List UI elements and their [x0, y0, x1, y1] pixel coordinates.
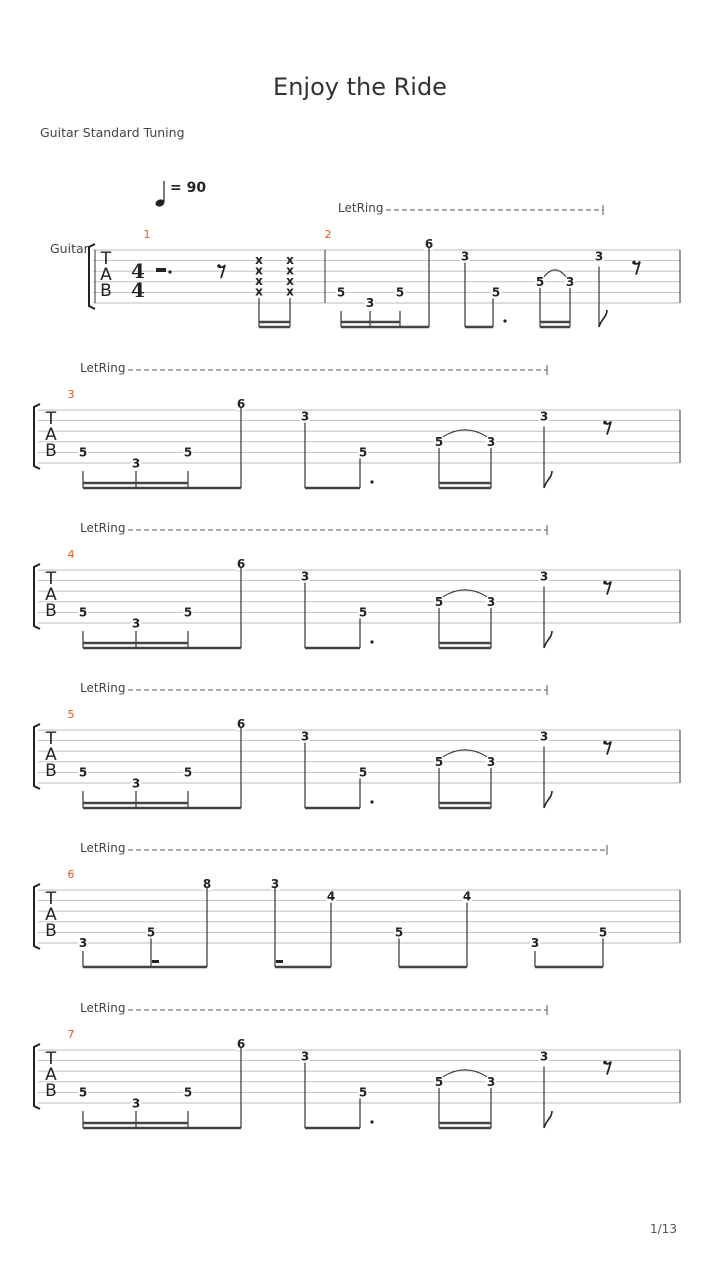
let-ring-label: LetRing [80, 521, 126, 535]
fret-number: 5 [395, 285, 405, 300]
fret-number: 5 [78, 445, 88, 460]
tab-system [89, 201, 680, 327]
note-flag [544, 1111, 552, 1128]
fret-number: 6 [236, 557, 246, 571]
fret-number: 5 [358, 445, 368, 460]
fret-number: 6 [236, 397, 246, 411]
fret-number: 3 [365, 296, 375, 310]
muted-note: x [286, 274, 294, 288]
note-flag [599, 310, 607, 327]
staff-bracket [89, 244, 95, 309]
tab-clef-letter: T [45, 1049, 57, 1069]
tab-clef-letter: T [45, 729, 57, 749]
muted-note: x [255, 253, 263, 267]
tab-clef-letter: B [45, 441, 57, 461]
fret-number: 3 [486, 754, 496, 769]
note-flag [544, 791, 552, 808]
fret-number: 5 [336, 285, 346, 300]
fret-number: 3 [300, 409, 310, 424]
fret-number: 3 [131, 1096, 141, 1111]
tab-clef-letter: A [45, 1065, 57, 1085]
tab-system [34, 521, 680, 648]
tab-clef-letter: A [100, 265, 112, 285]
tab-clef-letter: T [100, 249, 112, 269]
fret-number: 3 [486, 1074, 496, 1089]
measure-number: 3 [67, 388, 75, 401]
fret-number: 5 [78, 1085, 88, 1100]
fret-number: 5 [434, 434, 444, 449]
fret-number: 5 [78, 605, 88, 620]
eighth-rest-dot [217, 264, 221, 268]
let-ring-label: LetRing [80, 681, 126, 695]
let-ring-label: LetRing [80, 841, 126, 855]
staff-bracket [34, 404, 40, 469]
fret-number: 5 [183, 445, 193, 460]
time-signature-bottom: 4 [131, 278, 145, 302]
fret-number: 6 [236, 717, 246, 731]
eighth-rest-dot [632, 261, 636, 265]
tuning-label: Guitar Standard Tuning [40, 125, 185, 140]
sixteenth-rest [152, 960, 159, 963]
tab-clef-letter: B [45, 761, 57, 781]
eighth-rest-dot [603, 741, 607, 745]
eighth-rest-dot [603, 1061, 607, 1065]
fret-number: 6 [424, 237, 434, 251]
tab-clef-letter: A [45, 585, 57, 605]
eighth-rest-dot [603, 421, 607, 425]
fret-number: 5 [598, 925, 608, 940]
fret-number: 3 [131, 776, 141, 791]
augmentation-dot [503, 319, 506, 322]
measure-number: 6 [67, 868, 75, 881]
fret-number: 3 [131, 456, 141, 471]
tab-clef-letter: A [45, 745, 57, 765]
tab-clef-letter: B [100, 281, 112, 301]
fret-number: 5 [358, 1085, 368, 1100]
tab-clef-letter: T [45, 569, 57, 589]
fret-number: 3 [594, 249, 604, 264]
tab-system [34, 841, 680, 967]
instrument-label: Guitar [50, 241, 89, 256]
tab-clef-letter: B [45, 1081, 57, 1101]
fret-number: 3 [530, 936, 540, 950]
measure-number: 2 [324, 228, 332, 241]
note-flag [544, 471, 552, 488]
fret-number: 4 [326, 889, 336, 904]
measure-number: 1 [143, 228, 151, 241]
tab-clef-letter: A [45, 425, 57, 445]
fret-number: 3 [539, 729, 549, 744]
staff-bracket [34, 724, 40, 789]
fret-number: 5 [394, 925, 404, 940]
tab-clef-letter: T [45, 889, 57, 909]
staff-bracket [34, 1044, 40, 1109]
staff-bracket [34, 564, 40, 629]
fret-number: 3 [539, 569, 549, 584]
fret-number: 5 [535, 274, 545, 289]
fret-number: 5 [183, 1085, 193, 1100]
eighth-rest-dot [603, 581, 607, 585]
muted-note: x [286, 263, 294, 278]
tab-clef-letter: B [45, 921, 57, 941]
tab-system [34, 361, 680, 488]
fret-number: 3 [300, 569, 310, 584]
fret-number: 3 [565, 274, 575, 289]
fret-number: 5 [78, 765, 88, 780]
page-number: 1/13 [650, 1222, 677, 1236]
tab-clef-letter: B [45, 601, 57, 621]
quarter-note-icon [155, 181, 166, 208]
staff-bracket [34, 884, 40, 949]
fret-number: 3 [460, 249, 470, 264]
fret-number: 3 [486, 434, 496, 449]
augmentation-dot [370, 1120, 373, 1123]
fret-number: 5 [434, 594, 444, 609]
augmentation-dot [370, 640, 373, 643]
tab-clef-letter: A [45, 905, 57, 925]
fret-number: 5 [358, 605, 368, 620]
half-rest [156, 268, 166, 272]
muted-note: x [286, 284, 294, 299]
measure-number: 5 [67, 708, 75, 721]
muted-note: x [255, 284, 263, 299]
augmentation-dot [370, 480, 373, 483]
tab-clef-letter: T [45, 409, 57, 429]
let-ring-label: LetRing [338, 201, 384, 215]
fret-number: 3 [539, 409, 549, 424]
fret-number: 3 [131, 616, 141, 631]
fret-number: 3 [539, 1049, 549, 1064]
tempo-value: = 90 [170, 180, 207, 196]
let-ring-label: LetRing [80, 361, 126, 375]
fret-number: 5 [491, 285, 501, 300]
muted-note: x [255, 263, 263, 278]
fret-number: 5 [358, 765, 368, 780]
fret-number: 3 [78, 936, 88, 950]
fret-number: 3 [486, 594, 496, 609]
fret-number: 6 [236, 1037, 246, 1051]
time-signature-top: 4 [131, 259, 145, 283]
fret-number: 5 [183, 605, 193, 620]
fret-number: 5 [434, 1074, 444, 1089]
muted-note: x [255, 274, 263, 288]
augmentation-dot [370, 800, 373, 803]
tab-system [34, 681, 680, 808]
note-flag [544, 631, 552, 648]
augmentation-dot [168, 270, 171, 273]
sixteenth-rest [276, 960, 283, 963]
fret-number: 4 [462, 889, 472, 904]
fret-number: 3 [300, 729, 310, 744]
fret-number: 5 [434, 754, 444, 769]
tab-system [34, 1001, 680, 1128]
fret-number: 3 [270, 877, 280, 891]
fret-number: 3 [300, 1049, 310, 1064]
measure-number: 7 [67, 1028, 75, 1041]
fret-number: 5 [146, 925, 156, 940]
song-title: Enjoy the Ride [273, 73, 447, 101]
muted-note: x [286, 253, 294, 267]
fret-number: 8 [202, 877, 212, 891]
let-ring-label: LetRing [80, 1001, 126, 1015]
measure-number: 4 [67, 548, 75, 561]
fret-number: 5 [183, 765, 193, 780]
